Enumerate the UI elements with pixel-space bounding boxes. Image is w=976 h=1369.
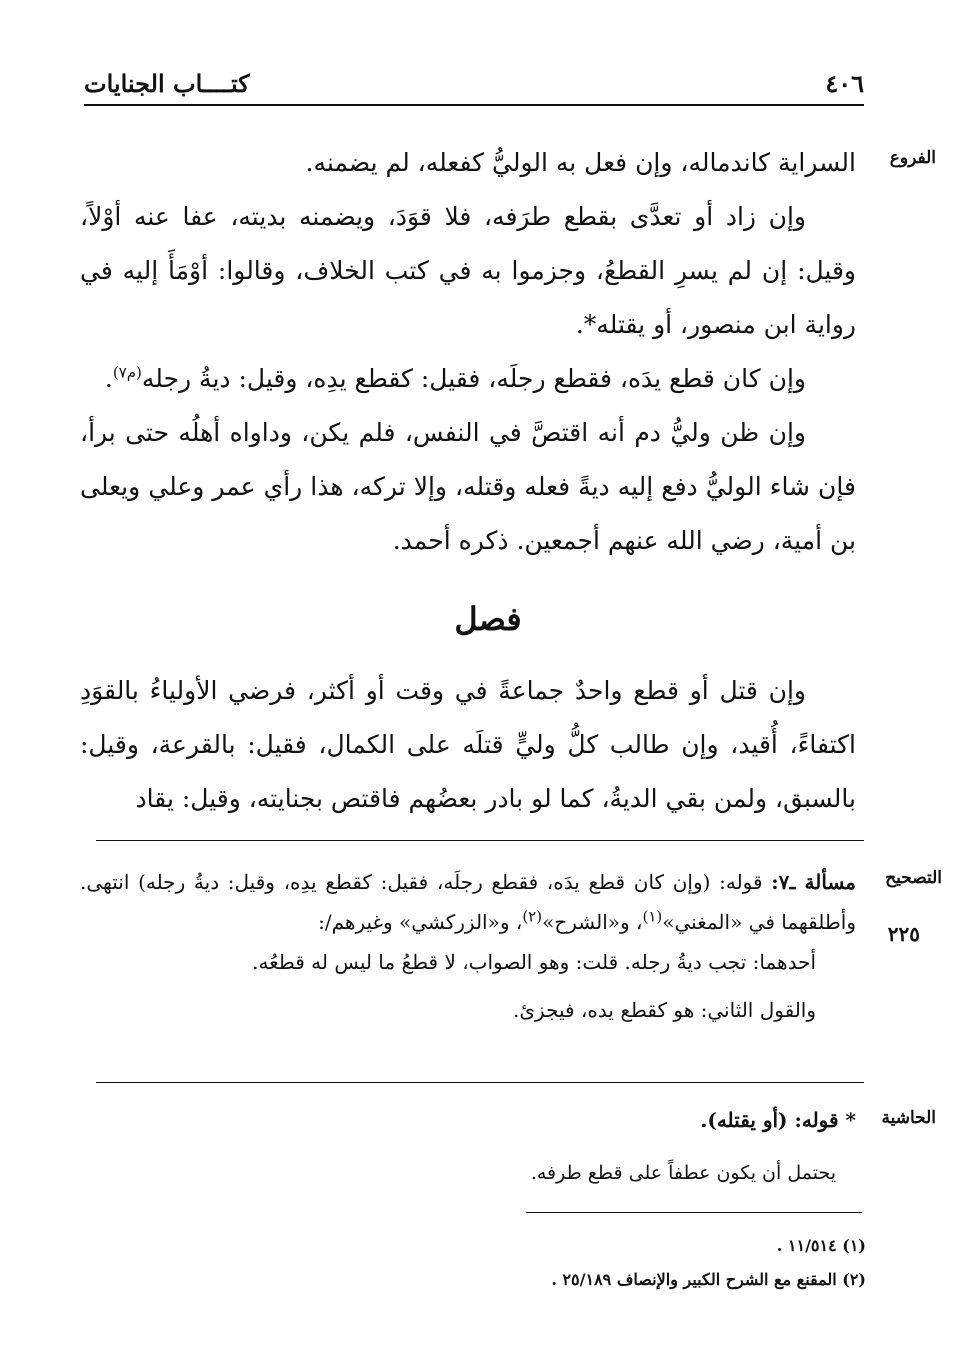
paragraph-3 bbox=[80, 352, 856, 406]
book-title: كتــــاب الجنايات bbox=[84, 68, 250, 98]
tashih-paragraph bbox=[80, 862, 856, 942]
main-text bbox=[80, 136, 856, 568]
tashih-page-number: ٢٢٥ bbox=[887, 922, 920, 946]
section-title: فصل bbox=[454, 600, 522, 638]
tashih-text-1: قوله: (وإن كان قطع يدَه، فقطع رجلَه، فقيل: كقطع يدِه، وقيل: ديةُ رجله) انتهى. وأطلقهما في «المغني» bbox=[80, 870, 856, 934]
page-number: ٤٠٦ bbox=[825, 68, 864, 98]
tashih-line-3: والقول الثاني: هو كقطع يده، فيجزئ. bbox=[513, 998, 816, 1022]
margin-label-tashih: التصحيح bbox=[885, 868, 942, 888]
divider-tashih bbox=[96, 840, 864, 841]
section-paragraph-1: وإن قتل أو قطع واحدٌ جماعةً في وقت أو أكثر، فرضي الأولياءُ بالقوَدِ اكتفاءً، أُقيد، وإن طالب كلُّ وليٍّ قتلَه على الكمال، فقيل: بالقرعة، وقيل: بالسبق، ولمن بقي الديةُ، كما لو بادر بعضُهم فاقتص بجنايته، وقيل: يقاد bbox=[80, 676, 856, 813]
footnote-2: (٢) المقنع مع الشرح الكبير والإنصاف ٢٥/١٨٩ . bbox=[551, 1270, 866, 1289]
paragraph-4: وإن ظن وليُّ دم أنه اقتصَّ في النفس، فلم يكن، وداواه أهلُه حتى برأ، فإن شاء الوليُّ دفع إليه ديةً فعله وقتله، وإلا تركه، هذا رأي عمر وعلي ويعلى بن أمية، رضي الله عنهم أجمعين. ذكره أحمد. bbox=[80, 418, 856, 555]
page-header bbox=[84, 62, 864, 106]
tashih-text bbox=[80, 862, 856, 1030]
paragraph-3-text: وإن كان قطع يدَه، فقطع رجلَه، فقيل: كقطع يدِه، وقيل: ديةُ رجله bbox=[141, 364, 806, 393]
footnote-divider bbox=[526, 1212, 862, 1213]
tashih-text-2: ، و«الشرح» bbox=[542, 910, 643, 934]
tashih-label: مسألة ـ٧: bbox=[771, 870, 857, 894]
tashih-ref-2: (٢) bbox=[522, 907, 543, 926]
hashiya-body: يحتمل أن يكون عطفاً على قطع طرفه. bbox=[530, 1162, 836, 1184]
footnote-1: (١) ١١/٥١٤ . bbox=[776, 1236, 866, 1255]
paragraph-3-ref: (م٧) bbox=[112, 363, 142, 382]
tashih-ref-1: (١) bbox=[642, 907, 663, 926]
tashih-line-2: أحدهما: تجب ديةُ رجله. قلت: وهو الصواب، لا قطعُ ما ليس له قطعُه. bbox=[252, 950, 816, 974]
margin-label-furu: الفروع bbox=[889, 148, 936, 168]
paragraph-1: السراية كاندماله، وإن فعل به الوليُّ كفعله، لم يضمنه. bbox=[305, 148, 856, 177]
tashih-text-3: ، و«الزركشي» وغيرهم/: bbox=[318, 910, 523, 934]
divider-hashiya bbox=[96, 1082, 864, 1083]
margin-label-hashiya: الحاشية bbox=[881, 1108, 936, 1128]
hashiya-heading: * قوله: (أو يقتله). bbox=[700, 1108, 856, 1132]
section-text bbox=[80, 664, 856, 826]
paragraph-3-end: . bbox=[104, 364, 113, 393]
paragraph-2: وإن زاد أو تعدَّى بقطع طرَفه، فلا قوَدَ، ويضمنه بديته، عفا عنه أوْلاً، وقيل: إن لم يسرِ القطعُ، وجزموا به في كتب الخلاف، وقالوا: أوْمَأَ إليه في رواية ابن منصور، أو يقتله*. bbox=[80, 202, 856, 339]
